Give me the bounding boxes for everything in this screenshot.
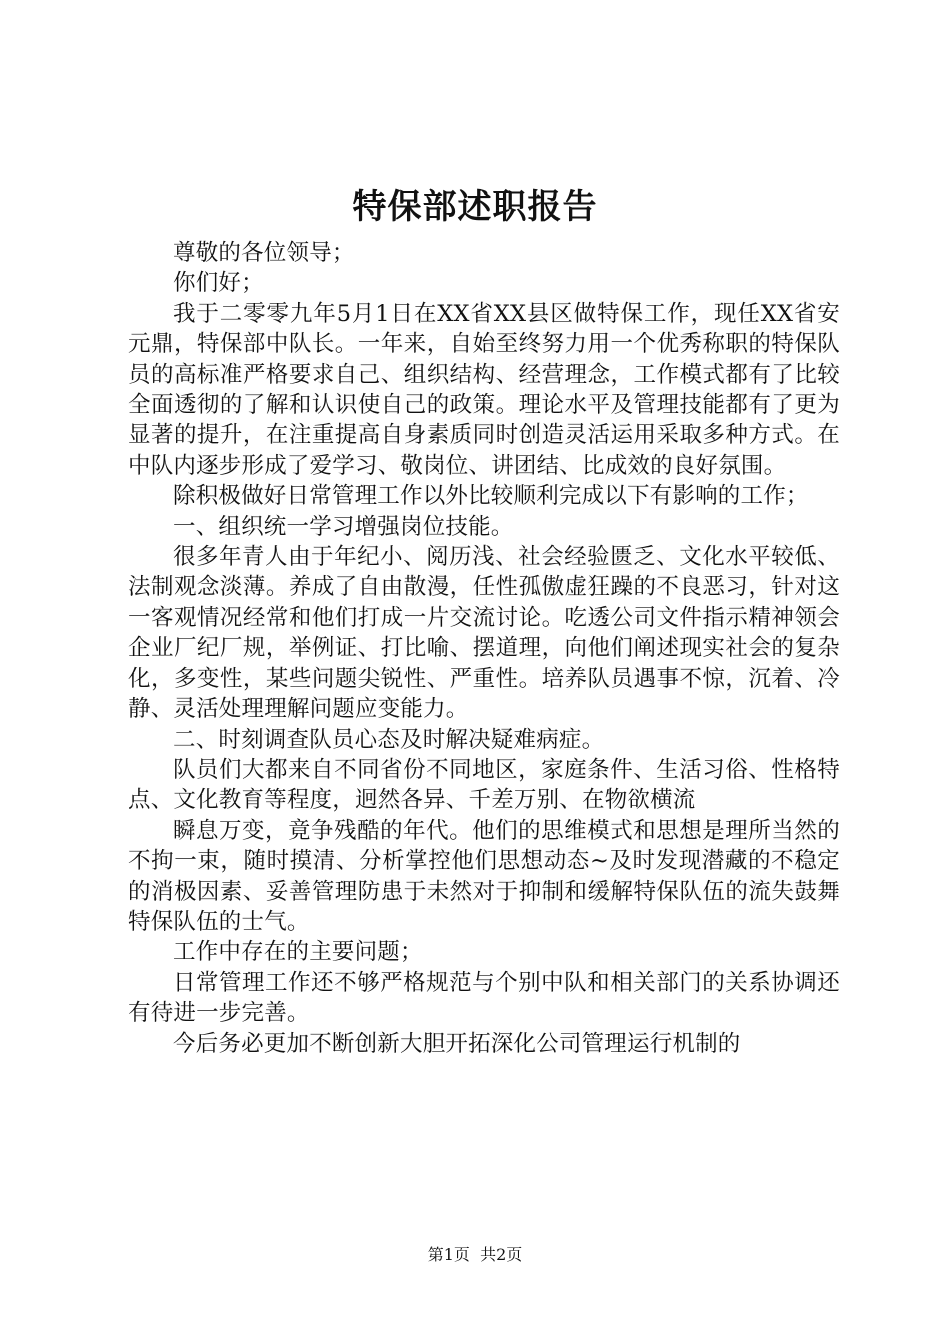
paragraph-problems: 日常管理工作还不够严格规范与个别中队和相关部门的关系协调还有待进一步完善。 xyxy=(128,969,840,1027)
paragraph-section-2a: 队员们大都来自不同省份不同地区，家庭条件、生活习俗、性格特点、文化教育等程度，迥然各异、千差万别、在物欲横流 xyxy=(128,756,840,814)
paragraph-greeting: 你们好； xyxy=(173,270,264,297)
page-number: 第1页 xyxy=(427,1245,470,1264)
paragraph-intro: 我于二零零九年5月1日在XX省XX县区做特保工作，现任XX省安元鼎，特保部中队长。一年来，自始至终努力用一个优秀称职的特保队员的高标准严格要求自己、组织结构、经营理念，工作模式都有了比较全面透彻的了解和认识使自己的政策。理论水平及管理技能都有了更为显著的提升，在注重提高自身素质同时创造灵活运用采取多种方式。在中队内逐步形成了爱学习、敬岗位、讲团结、比成效的良好氛围。 xyxy=(128,300,840,479)
paragraph-summary: 除积极做好日常管理工作以外比较顺利完成以下有影响的工作； xyxy=(173,483,809,510)
document-title: 特保部述职报告 xyxy=(352,187,598,227)
heading-problems: 工作中存在的主要问题； xyxy=(173,939,423,966)
paragraph-section-2b: 瞬息万变，竟争残酷的年代。他们的思维模式和思想是理所当然的不拘一束，随时摸清、分析掌控他们思想动态~及时发现潜藏的不稳定的消极因素、妥善管理防患于未然对于抑制和缓解特保队伍的流失鼓舞特保队伍的士气。 xyxy=(128,817,840,935)
document-body xyxy=(128,238,840,1059)
page-total: 共2页 xyxy=(480,1245,523,1264)
heading-section-2: 二、时刻调查队员心态及时解决疑难病症。 xyxy=(173,726,605,753)
page-footer xyxy=(0,1244,950,1266)
heading-section-1: 一、组织统一学习增强岗位技能。 xyxy=(173,513,514,540)
paragraph-future: 今后务必更加不断创新大胆开拓深化公司管理运行机制的 xyxy=(173,1030,741,1057)
paragraph-salutation: 尊敬的各位领导； xyxy=(173,240,355,266)
paragraph-section-1: 很多年青人由于年纪小、阅历浅、社会经验匮乏、文化水平较低、法制观念淡薄。养成了自由散漫，任性孤傲虚狂躁的不良恶习，针对这一客观情况经常和他们打成一片交流讨论。吃透公司文件指示精神领会企业厂纪厂规，举例证、打比喻、摆道理，向他们阐述现实社会的复杂化，多变性，某些问题尖锐性、严重性。培养队员遇事不惊，沉着、冷静、灵活处理理解问题应变能力。 xyxy=(128,544,840,723)
